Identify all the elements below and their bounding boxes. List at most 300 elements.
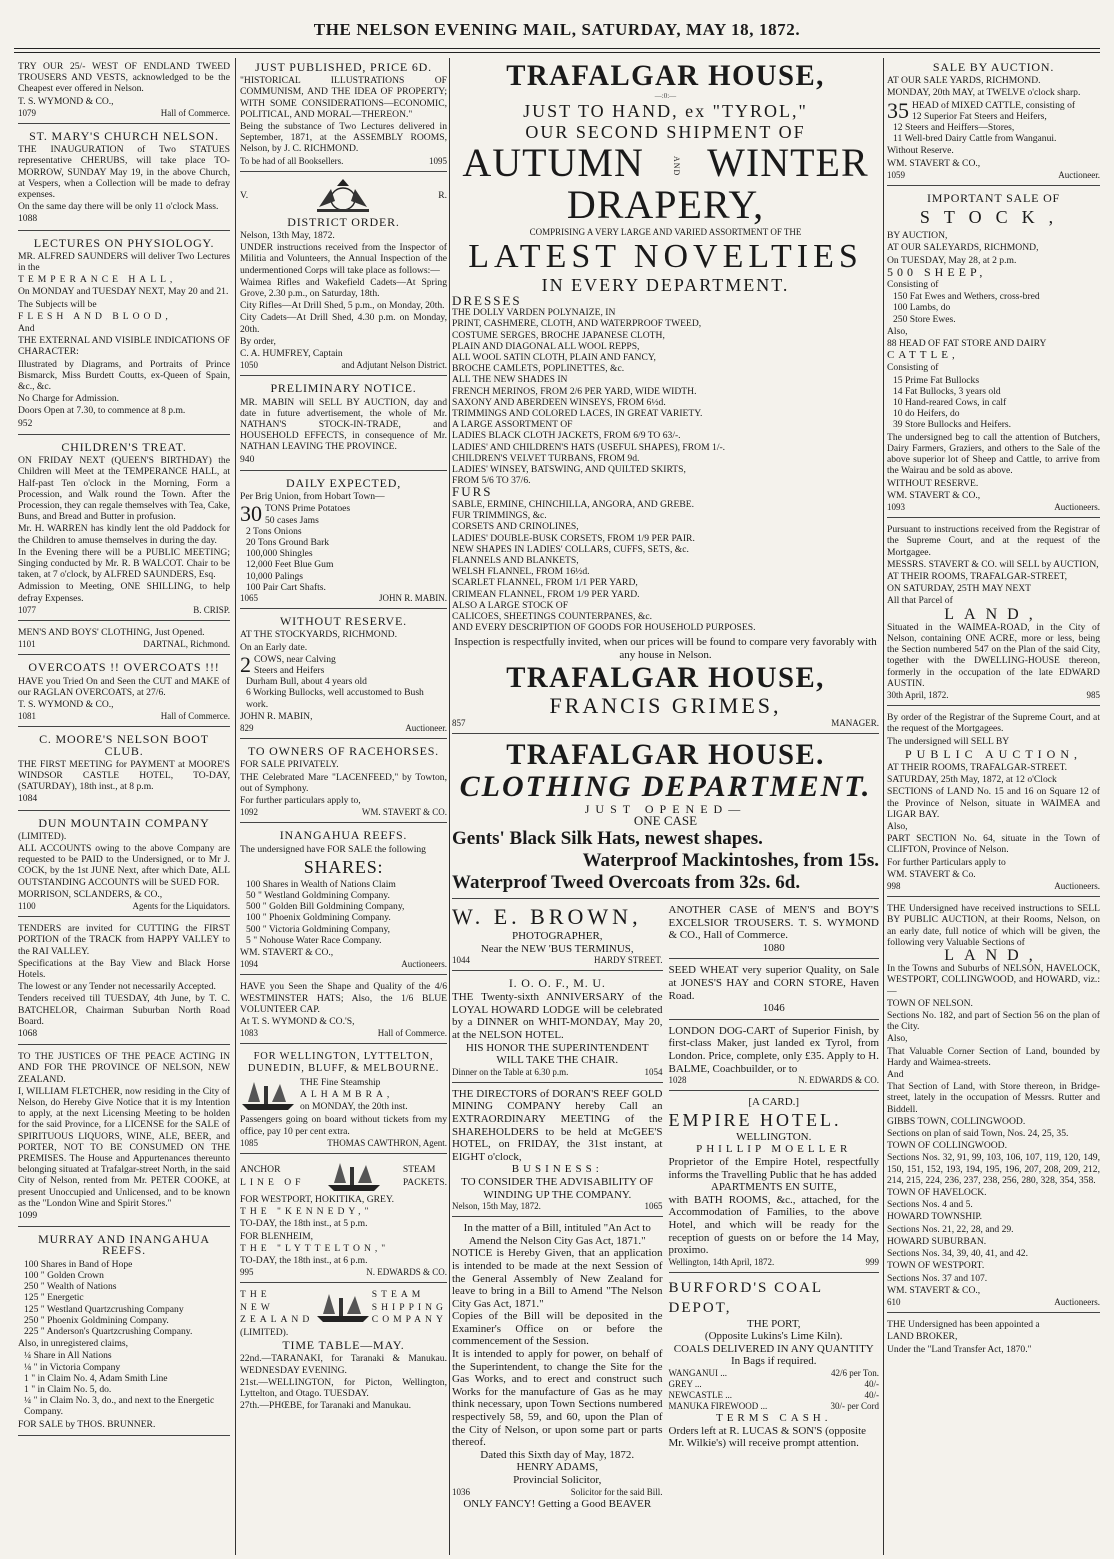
ad-land-broker (887, 1316, 1100, 1360)
ad-title: EMPIRE HOTEL. (668, 1109, 842, 1130)
ad-number: 999 (865, 1256, 879, 1267)
ad-signature: C. A. HUMFREY, Captain (240, 348, 343, 360)
ad-gas-bill (452, 1220, 663, 1514)
ad-section-heading: DRESSES (452, 292, 522, 308)
ad-text: To be had of all Booksellers. (240, 155, 344, 166)
ad-text: On an Early date. (240, 641, 308, 653)
ad-section-heading: FURS (452, 484, 493, 500)
ad-number: 1099 (18, 1210, 38, 1222)
ad-text: HOWARD SUBURBAN. (887, 1235, 987, 1247)
ad-text: PHILLIP MOELLER (696, 1143, 852, 1156)
fuel-name: NEWCASTLE ... (668, 1390, 732, 1401)
ad-text: THE DIRECTORS of DORAN'S REEF GOLD MINING COMPANY hereby Call an EXTRAORDINARY MEETING of the SHAREHOLDERS to be held at McGEE'S HOTEL, on FRIDAY, the 31st instant, at EIGHT o'clock, (452, 1087, 663, 1163)
ad-text: I, WILLIAM FLETCHER, now residing in the City of Nelson, do Hereby Give Notice that it is my Intention to apply, at the next Licensing Meeting to be holden for the said Province, for a LICENSE for the SALE of SPIRITUOUS LIQUORS, WINE, ALE, BEER, and PORTER, NOT TO BE CONSUMED ON THE PREMISES. The House and Appurtenances thereunto belonging situated at Trafalgar-street North, in the said City of Nelson, rented from Mr. PETER COOKE, at present Unoccupied and Unlicensed, and to be known as the "London Wine and Spirit Stores." (18, 1085, 230, 1209)
ad-text: For further Particulars apply to (887, 856, 1006, 868)
ad-number: 995 (240, 1267, 254, 1278)
ad-title: DISTRICT ORDER. (287, 214, 400, 229)
ad-number: 1065 (240, 592, 258, 603)
column-1 (18, 58, 230, 1555)
list-item: COWS, near Calving (254, 653, 336, 665)
ad-place: Auctioneers. (1054, 1296, 1100, 1307)
ad-title: MURRAY AND INANGAHUA REEFS. (38, 1232, 210, 1258)
ad-text: FOR WESTPORT, HOKITIKA, GREY. (240, 1194, 394, 1206)
ad-heading: LAND BROKER, (887, 1331, 958, 1343)
ad-text: ON SATURDAY, 25TH MAY NEXT (887, 583, 1032, 595)
ad-text: THE FIRST MEETING for PAYMENT at MOORE'S WINDSOR CASTLE HOTEL, TO-DAY, (SATURDAY), 18th inst., at 8 p.m. (18, 758, 230, 793)
list-item: WELSH FLANNEL, FROM 16½d. (452, 566, 590, 578)
ad-number: 1046 (762, 1002, 785, 1015)
ad-text: TOWN OF WESTPORT. (887, 1260, 985, 1272)
separator: —:0:— (654, 92, 677, 100)
ad-title: BURFORD'S COAL DEPOT, (668, 1279, 823, 1316)
ad-text: MONDAY, 20th MAY, at TWELVE o'clock sharp. (887, 87, 1081, 99)
ad-title: ST. MARY'S CHURCH NELSON. (29, 129, 219, 144)
ad-text: Wellington, 14th April, 1872. (668, 1256, 775, 1267)
ad-text: THE Fine Steamship (300, 1076, 381, 1088)
newspaper-title: THE NELSON EVENING MAIL, SATURDAY, MAY 18, 1872. (313, 20, 801, 39)
list-item: ¼ Share in All Nations (24, 1350, 112, 1362)
fuel-price: 40/- (864, 1390, 879, 1401)
ad-treat (18, 438, 230, 621)
list-item: LADIES' DOUBLE-BUSK CORSETS, FROM 1/9 PER PAIR. (452, 532, 695, 544)
ad-text: And (887, 1069, 904, 1081)
ad-text: Orders left at R. LUCAS & SON'S (opposite Mr. Wilkie's) will receive prompt attention. (668, 1424, 867, 1450)
fuel-name: WANGANUI ... (668, 1368, 727, 1379)
ad-mens-clothing (18, 624, 230, 655)
ad-text: TEMPERANCE HALL, (18, 274, 177, 286)
ad-number: 1083 (240, 1028, 258, 1039)
ad-signature: WM. STAVERT & CO., (240, 947, 334, 958)
ad-place: Auctioneers. (1054, 501, 1100, 512)
ad-title: SALE BY AUCTION. (932, 60, 1055, 74)
ad-number: 610 (887, 1296, 901, 1307)
ad-text: [A CARD.] (748, 1096, 800, 1109)
ad-text: TO-DAY, the 18th inst., at 6 p.m. (240, 1255, 368, 1267)
ad-signature: WM. STAVERT & CO., (887, 1284, 981, 1296)
ad-brown-photographer (452, 902, 663, 971)
claims-list (18, 1350, 230, 1417)
ad-text: BY AUCTION, (887, 230, 948, 242)
ad-number: 1028 (668, 1075, 687, 1086)
ad-text: STEAM (402, 1164, 436, 1176)
ad-heading: AUTUMN (462, 140, 644, 185)
ad-text: Mr. H. WARREN has kindly lent the old Paddock for the Children to amuse themselves in during the day. (18, 523, 230, 546)
ad-text: Also, (887, 325, 908, 337)
list-item: 10 do Heifers, do (893, 408, 960, 420)
list-item: LADIES' AND CHILDREN'S HATS (USEFUL SHAPES), FROM 1/-. (452, 441, 726, 453)
list-item: PLAIN AND DIAGONAL ALL WOOL REPPS, (452, 340, 640, 352)
ad-church (18, 127, 230, 231)
ad-heading: LAND, (944, 947, 1043, 965)
ad-signature: B. CRISP. (193, 604, 230, 615)
ad-text: COALS DELIVERED IN ANY QUANTITY (673, 1342, 874, 1355)
ad-title: C. MOORE'S NELSON BOOT CLUB. (39, 732, 209, 758)
ad-text: In Bags if required. (730, 1355, 817, 1368)
list-item: SCARLET FLANNEL, FROM 1/1 PER YARD, (452, 577, 638, 589)
ad-text: 21st.—WELLINGTON, for Picton, Wellington, Lyttelton, and Otago. TUESDAY. (240, 1376, 447, 1400)
ad-text: Nelson, 13th May, 1872. (240, 230, 335, 242)
ad-text: UNDER instructions received from the Inspector of Militia and Volunteers, the Annual Inspection of the undermentioned Corps will take place as follows:— (240, 242, 447, 276)
list-item: 39 Store Bullocks and Heifers. (893, 419, 1012, 431)
ad-number: 940 (240, 453, 255, 465)
ad-text: THE INAUGURATION of Two STATUES representative CHERUBS, will take place TO-MORROW, SUNDAY May 19, in the above Church, at Vespers, when a Collection will be made to defray expenses. (18, 144, 230, 201)
ad-text: V. (240, 190, 249, 202)
ad-text: FOR SALE PRIVATELY. (240, 759, 339, 771)
ad-heading: CATTLE, (887, 349, 959, 362)
ad-number: 1080 (762, 941, 785, 954)
list-item: 15 Prime Fat Bullocks (893, 374, 980, 386)
ad-heading: IN EVERY DEPARTMENT. (541, 274, 790, 295)
ad-title: INANGAHUA REEFS. (279, 828, 408, 843)
ad-text: Doors Open at 7.30, to commence at 8 p.m. (18, 405, 186, 417)
list-item: 150 Fat Ewes and Wethers, cross-bred (893, 291, 1040, 303)
list-item: 12,000 Feet Blue Gum (246, 559, 334, 571)
ad-lectures (18, 234, 230, 435)
top-rule (14, 48, 1100, 49)
fuel-price: 42/6 per Ton. (831, 1368, 879, 1379)
ad-ioof (452, 974, 663, 1083)
ad-text: THE Undersigned has been appointed a (887, 1319, 1040, 1331)
list-item: LADIES' WINSEY, BATSWING, AND QUILTED SKIRTS, (452, 464, 686, 476)
list-item: NEW SHAPES IN LADIES' COLLARS, CUFFS, SETS, &c. (452, 543, 689, 555)
ad-text: Waterproof Mackintoshes, from 15s. (582, 850, 879, 872)
ad-place: Auctioneer. (405, 722, 447, 733)
list-item: ALSO A LARGE STOCK OF (452, 599, 569, 611)
ad-heading: WINTER DRAPERY, (566, 140, 869, 227)
ad-signature: At T. S. WYMOND & CO.'S, (240, 1016, 355, 1028)
ad-text: TRY OUR 25/- WEST OF ENDLAND TWEED TROUSERS AND VESTS, acknowledged to be the Cheapest ever offered in Nelson. (18, 61, 230, 95)
steamship-icon (326, 1159, 382, 1193)
ad-text: Also, (887, 820, 908, 832)
ad-text: TENDERS are invited for CUTTING the FIRST PORTION of the TRACK from HAPPY VALLEY to the RAI VALLEY. (18, 923, 230, 957)
ad-title: LECTURES ON PHYSIOLOGY. (33, 235, 215, 250)
ad-place: Agents for the Liquidators. (132, 901, 230, 911)
ad-anchor-line (240, 1157, 447, 1283)
cattle-list (887, 375, 1100, 431)
ad-number: 1101 (18, 639, 36, 650)
ad-dun-mountain (18, 814, 230, 918)
list-item: Durham Bull, about 4 years old (246, 676, 367, 688)
ad-text: SHIPPING (371, 1301, 447, 1313)
column-divider (235, 58, 236, 1555)
ad-text: The Subjects will be (18, 298, 97, 310)
ad-trafalgar-clothing (452, 737, 879, 899)
list-item: BROCHE CAMLETS, POPLINETTES, &c. (452, 363, 625, 375)
shares-list (18, 1259, 230, 1337)
ad-text: Sections on plan of said Town, Nos. 24, 25, 35. (887, 1128, 1069, 1140)
ad-text: Also, in unregistered claims, (18, 1338, 129, 1350)
column-4 (887, 58, 1100, 1555)
ad-place: Auctioneers. (1054, 881, 1100, 891)
ad-tenders (18, 920, 230, 1045)
ad-text: Sections Nos. 34, 39, 40, 41, and 42. (887, 1248, 1028, 1260)
list-item: 20 Tons Ground Bark (246, 536, 330, 548)
ad-text: Passengers going on board without tickets from my office, pay 10 per cent extra. (240, 1114, 447, 1137)
ad-signature: JOHN R. MABIN. (378, 592, 447, 603)
ad-text: Sections Nos. 4 and 5. (887, 1199, 973, 1211)
ad-text: NEW (240, 1301, 274, 1313)
ad-text: The undersigned will SELL BY (887, 735, 1010, 747)
ad-signature: MORRISON, SCLANDERS, & CO., (18, 888, 163, 900)
list-item: AND EVERY DESCRIPTION OF GOODS FOR HOUSEHOLD PURPOSES. (452, 622, 756, 634)
ad-title: PRELIMINARY NOTICE. (270, 381, 417, 396)
list-item: 100 Shares in Band of Hope (24, 1258, 133, 1270)
ad-number: 1094 (240, 959, 258, 970)
list-item: 5 " Nohouse Water Race Company. (246, 934, 382, 946)
ad-title: TRAFALGAR HOUSE, (506, 59, 825, 92)
ad-number: 952 (18, 417, 33, 429)
fuel-name: MANUKA FIREWOOD ... (668, 1401, 768, 1412)
ad-place: Solicitor for the said Bill. (570, 1486, 663, 1497)
ad-number: 1054 (644, 1066, 663, 1077)
shares-list (240, 879, 447, 946)
ad-heading: LATEST NOVELTIES (468, 237, 863, 275)
ad-inangahua (240, 826, 447, 975)
fuel-name: GREY ... (668, 1379, 702, 1390)
list-item: ¼ " in Claim No. 3, do., and next to the Energetic Company. (24, 1395, 215, 1418)
ad-boot-club (18, 730, 230, 810)
stock-list (240, 654, 447, 710)
ad-dorans-reef (452, 1086, 663, 1217)
list-item: ⅛ " in Victoria Company (24, 1361, 121, 1373)
list-item: A LARGE ASSORTMENT OF (452, 419, 573, 431)
ad-tweed (18, 58, 230, 124)
ad-seed-wheat (669, 962, 880, 1019)
ad-text: Consisting of (887, 279, 939, 291)
ad-text: THE Celebrated Mare "LACENFEED," by Towton, out of Symphony. (240, 771, 447, 794)
ad-text: 30th April, 1872. (887, 689, 949, 700)
list-item: 100 " Phoenix Goldmining Company. (246, 912, 391, 924)
ad-number: 1036 (452, 1486, 470, 1497)
ad-signature: FOR SALE by THOS. BRUNNER. (18, 1418, 156, 1430)
ad-land-waimea (887, 521, 1100, 706)
ad-signature: N. EDWARDS & CO. (798, 1075, 879, 1086)
list-item: Steers and Heifers (254, 664, 325, 676)
ad-text: City Cadets—At Drill Shed, 4.30 p.m. on Monday, 20th. (240, 312, 447, 335)
ad-number: 829 (240, 722, 254, 733)
ad-signature: DARTNAL, Richmond. (143, 639, 230, 650)
ad-text: Sections No. 182, and part of Section 56 on the plan of the City. (887, 1010, 1100, 1033)
ad-signature: WM. STAVERT & Co. (887, 868, 976, 880)
ad-number: 857 (452, 717, 466, 728)
ad-text: The undersigned have FOR SALE the following (240, 843, 426, 855)
price-row (669, 1379, 880, 1390)
ad-text: Dinner on the Table at 6.30 p.m. (452, 1066, 569, 1077)
price-row (669, 1401, 880, 1412)
ad-text: In the Towns and Suburbs of NELSON, HAVELOCK, WESTPORT, COLLINGWOOD, and HOWARD, viz.:— (887, 963, 1100, 997)
ad-text: Also, (887, 1033, 908, 1045)
list-item: 125 " Energetic (24, 1292, 84, 1304)
list-item: 11 Well-bred Dairy Cattle from Wanganui. (893, 133, 1057, 145)
list-item: 50 cases Jams (265, 514, 319, 526)
ad-text: That Section of Land, with Store thereon, in Bridge-street, lately in the occupation of Messrs. Rutter and Biddell. (887, 1081, 1100, 1115)
ad-place: Hall of Commerce. (377, 1028, 447, 1039)
ad-title: TRAFALGAR HOUSE, (506, 660, 825, 694)
ad-text: Waimea Rifles and Wakefield Cadets—At Spring Grove, 2.30 p.m., on Saturday, 18th. (240, 276, 447, 300)
ad-text: JUST OPENED— (584, 801, 747, 816)
list-item: 250 " Wealth of Nations (24, 1281, 117, 1293)
ad-place: HARDY STREET. (594, 955, 663, 966)
ad-number: 985 (1086, 689, 1100, 700)
ad-heading: STOCK, (919, 207, 1068, 228)
ad-text: LONDON DOG-CART of Superior Finish, by first-class Maker, just landed ex Tyrol, from London. Price, complete, only £35. Apply to H. BALME, Coachbuilder, or to (668, 1024, 879, 1075)
ad-nz-steam-shipping (240, 1286, 447, 1416)
ad-text: It is intended to apply for power, on behalf of the Superintendent, to change the Site for the Gas Works, and to erect and construct such Works for the manufacture of Gas as he may think necessary, upon Town Sections numbered respectively 58, 59, and 60, upon the Plan of the City of Nelson, or upon some part or parts thereof. (452, 1348, 663, 1449)
ad-text: ONLY FANCY! Getting a Good BEAVER (463, 1497, 652, 1510)
ad-text: (LIMITED). (18, 830, 67, 842)
ad-land-ligar-bay (887, 709, 1100, 897)
list-item: 125 " Westland Quartzcrushing Company (24, 1303, 184, 1315)
ad-heading: OUR SECOND SHIPMENT OF (525, 122, 806, 142)
ad-text: THE "LYTTELTON," (240, 1242, 390, 1254)
ad-signature: WM. STAVERT & CO., (887, 489, 981, 501)
ad-number: 1068 (18, 1028, 38, 1040)
ad-place: Auctioneers. (401, 959, 447, 970)
ad-text: Per Brig Union, from Hobart Town— (240, 491, 385, 503)
ad-text: Specifications at the Bay View and Black Horse Hotels. (18, 957, 230, 981)
ad-preliminary (240, 379, 447, 470)
column-2 (240, 58, 447, 1555)
ad-text: That Valuable Corner Section of Land, bounded by Hardy and Waimea-streets. (887, 1045, 1100, 1068)
ad-text: Inspection is respectfully invited, when our prices will be found to compare very favorably with any house in Nelson. (454, 636, 877, 662)
lower-ads (452, 902, 879, 1517)
ad-place: Hall of Commerce. (160, 711, 230, 722)
ad-text: SEED WHEAT very superior Quality, on Sale at JONES'S HAY and CORN STORE, Haven Road. (668, 964, 879, 1002)
ad-signature: WM. STAVERT & CO. (361, 807, 447, 818)
ad-sale-by-auction (887, 58, 1100, 186)
ad-text: All that Parcel of (887, 595, 953, 607)
price-row (669, 1368, 880, 1379)
ad-text: On TUESDAY, May 28, at 2 p.m. (887, 254, 1017, 266)
ad-text: Under the "Land Transfer Act, 1870." (887, 1343, 1032, 1355)
ad-number: 1085 (240, 1137, 258, 1148)
steamship-icon (315, 1290, 371, 1324)
list-item: TRIMMINGS AND COLORED LACES, IN GREAT VARIETY. (452, 408, 703, 420)
ad-text: PART SECTION No. 64, situate in the Town of CLIFTON, Province of Nelson. (887, 833, 1100, 856)
ad-text: SATURDAY, 25th May, 1872, at 12 o'Clock (887, 774, 1057, 786)
ad-number: 1084 (18, 793, 38, 805)
ad-text: GIBBS TOWN, COLLINGWOOD. (887, 1115, 1026, 1127)
ad-text: TOWN OF NELSON. (887, 997, 973, 1009)
ad-title: W. E. BROWN, (452, 904, 642, 930)
list-item: 100 Lambs, do (893, 302, 951, 314)
ad-text: On MONDAY and TUESDAY NEXT, May 20 and 21. (18, 286, 229, 298)
ad-text: AT OUR SALE YARDS, RICHMOND. (887, 75, 1041, 87)
price-row (669, 1390, 880, 1401)
ad-title: JUST PUBLISHED, PRICE 6D. (255, 60, 432, 74)
list-item: FLANNELS AND BLANKETS, (452, 555, 579, 567)
lower-left (452, 902, 663, 1517)
list-item: ALL WOOL SATIN CLOTH, PLAIN AND FANCY, (452, 352, 656, 363)
list-item: 1 " in Claim No. 5, do. (24, 1383, 112, 1395)
ad-text: THE PORT, (746, 1317, 801, 1330)
ad-signature: T. S. WYMOND & CO., (18, 95, 114, 107)
ad-text: Consisting of (887, 362, 939, 374)
list-item: 100 Pair Cart Shafts. (246, 581, 326, 593)
list-item: FROM 5/6 TO 37/6. (452, 475, 531, 487)
masthead (0, 0, 1114, 50)
ad-burfords-coal (669, 1276, 880, 1454)
ad-text: AT THEIR ROOMS, TRAFALGAR-STREET. (887, 761, 1068, 773)
ad-text: Dated this Sixth day of May, 1872. (480, 1448, 635, 1461)
royal-crest-icon (313, 177, 373, 215)
cattle-list (887, 100, 1100, 145)
ad-number: 1088 (18, 213, 38, 225)
ad-text: THE Twenty-sixth ANNIVERSARY of the LOYAL HOWARD LODGE will be celebrated by a DINNER on WHIT-MONDAY, May 20, at the NELSON HOTEL. (452, 991, 663, 1042)
fuel-price: 30/- per Cord (830, 1401, 879, 1412)
ad-place: Hall of Commerce. (160, 107, 230, 118)
goods-list (240, 503, 447, 593)
ad-heading: JUST TO HAND, ex "TYROL," (523, 101, 808, 121)
sheep-list (887, 291, 1100, 325)
ad-text: ANOTHER CASE of MEN'S and BOY'S EXCELSIOR TROUSERS. T. S. WYMOND & CO., Hall of Commerce. (668, 904, 879, 942)
ad-text: By order, (240, 335, 276, 347)
ad-published (240, 58, 447, 172)
ad-text: TO-DAY, the 18th inst., at 5 p.m. (240, 1218, 368, 1230)
ad-text: Proprietor of the Empire Hotel, respectfully informs the Travelling Public that he has added (668, 1155, 879, 1181)
ad-heading: 500 SHEEP, (887, 264, 987, 279)
ad-text: TO CONSIDER THE ADVISABILITY OF WINDING UP THE COMPANY. (461, 1175, 654, 1201)
list-item: FRENCH MERINOS, FROM 2/6 PER YARD, WIDE WIDTH. (452, 385, 697, 397)
ad-text: THE Undersigned have received instructions to SELL BY PUBLIC AUCTION, at their Rooms, Nelson, on an early date, full notice of which will be given, the following very Valuable Sections of (887, 903, 1100, 948)
ad-signature: WM. STAVERT & CO., (887, 157, 981, 169)
ad-hats (240, 978, 447, 1044)
ad-text: ON FRIDAY NEXT (QUEEN'S BIRTHDAY) the Children will Meet at the TEMPERANCE HALL, at Half-past Ten o'clock in the Morning, Form a Procession, and Walk round the Town. After the Procession, they can regale themselves with Tea, Cake, Buns, and Bread and Butter in profusion. (18, 455, 230, 523)
steamship-icon (240, 1078, 296, 1112)
ad-text: HAVE you Tried On and Seen the CUT and MAKE of our RAGLAN OVERCOATS, at 27/6. (18, 675, 230, 698)
ad-text: ONE CASE (633, 813, 698, 829)
autumn-winter-heading (452, 142, 879, 226)
ad-heading: SHARES: (303, 856, 384, 877)
list-item: 14 Fat Bullocks, 3 years old (893, 385, 1001, 397)
ad-text: AT THE STOCKYARDS, RICHMOND. (240, 629, 397, 641)
ad-signature: THOMAS CAWTHRON, Agent. (327, 1137, 447, 1148)
ad-text: THE "KENNEDY," (240, 1206, 373, 1218)
list-item: PRINT, CASHMERE, CLOTH, AND WATERPROOF TWEED, (452, 318, 702, 330)
flannels-list (452, 555, 879, 633)
ad-signature: T. S. WYMOND & CO., (18, 698, 114, 710)
ad-text: Tenders received till TUESDAY, 4th June, by T. C. BATCHELOR, Chairman Suburban North Road Board. (18, 993, 230, 1027)
ad-heading: FRANCIS GRIMES, (549, 692, 782, 718)
ad-text: with BATH ROOMS, &c., attached, for the Accommodation of Families, to the above Hotel, and which will be ready for the reception of guests on or before the 14 May, proximo. (668, 1193, 879, 1257)
ad-text: Sections Nos. 21, 22, 28, and 29. (887, 1223, 1014, 1235)
ad-place: and Adjutant Nelson District. (341, 360, 447, 371)
list-item: CALICOES, SHEETINGS COUNTERPANES, &c. (452, 611, 653, 623)
ad-text: COMPRISING A VERY LARGE AND VARIED ASSORTMENT OF THE (529, 227, 802, 237)
ad-text: MEN'S AND BOYS' CLOTHING, Just Opened. (18, 626, 205, 638)
list-item: ALL THE NEW SHADES IN (452, 374, 568, 386)
list-item: COSTUME SERGES, BROCHE JAPANESE CLOTH, (452, 329, 665, 341)
ad-text: AT OUR SALEYARDS, RICHMOND, (887, 242, 1039, 254)
ad-text: WELLINGTON. (736, 1130, 812, 1143)
coal-price-list (669, 1368, 880, 1412)
ad-text: Gents' Black Silk Hats, newest shapes. (452, 828, 763, 850)
top-rule-2 (14, 52, 1100, 53)
list-item: 225 " Anderson's Quartzcrushing Company. (24, 1325, 193, 1337)
list-item: 12 Superior Fat Steers and Heifers, (912, 110, 1047, 122)
ad-title: FOR WELLINGTON, LYTTELTON, DUNEDIN, BLUFF, & MELBOURNE. (247, 1051, 440, 1074)
ad-text: THE EXTERNAL AND VISIBLE INDICATIONS OF CHARACTER: (18, 335, 230, 358)
ad-text: BUSINESS: (511, 1163, 603, 1176)
ad-justices (18, 1048, 230, 1227)
ad-district-order (240, 175, 447, 377)
ad-text: TERMS CASH. (715, 1412, 832, 1425)
ad-text: ZEALAND (240, 1313, 314, 1325)
ad-heading: AND (671, 155, 681, 176)
list-item: CRIMEAN FLANNEL, FROM 1/9 PER YARD. (452, 588, 640, 600)
list-item: 1 " in Claim No. 4, Adam Smith Line (24, 1372, 168, 1384)
ad-text: And (18, 323, 35, 335)
